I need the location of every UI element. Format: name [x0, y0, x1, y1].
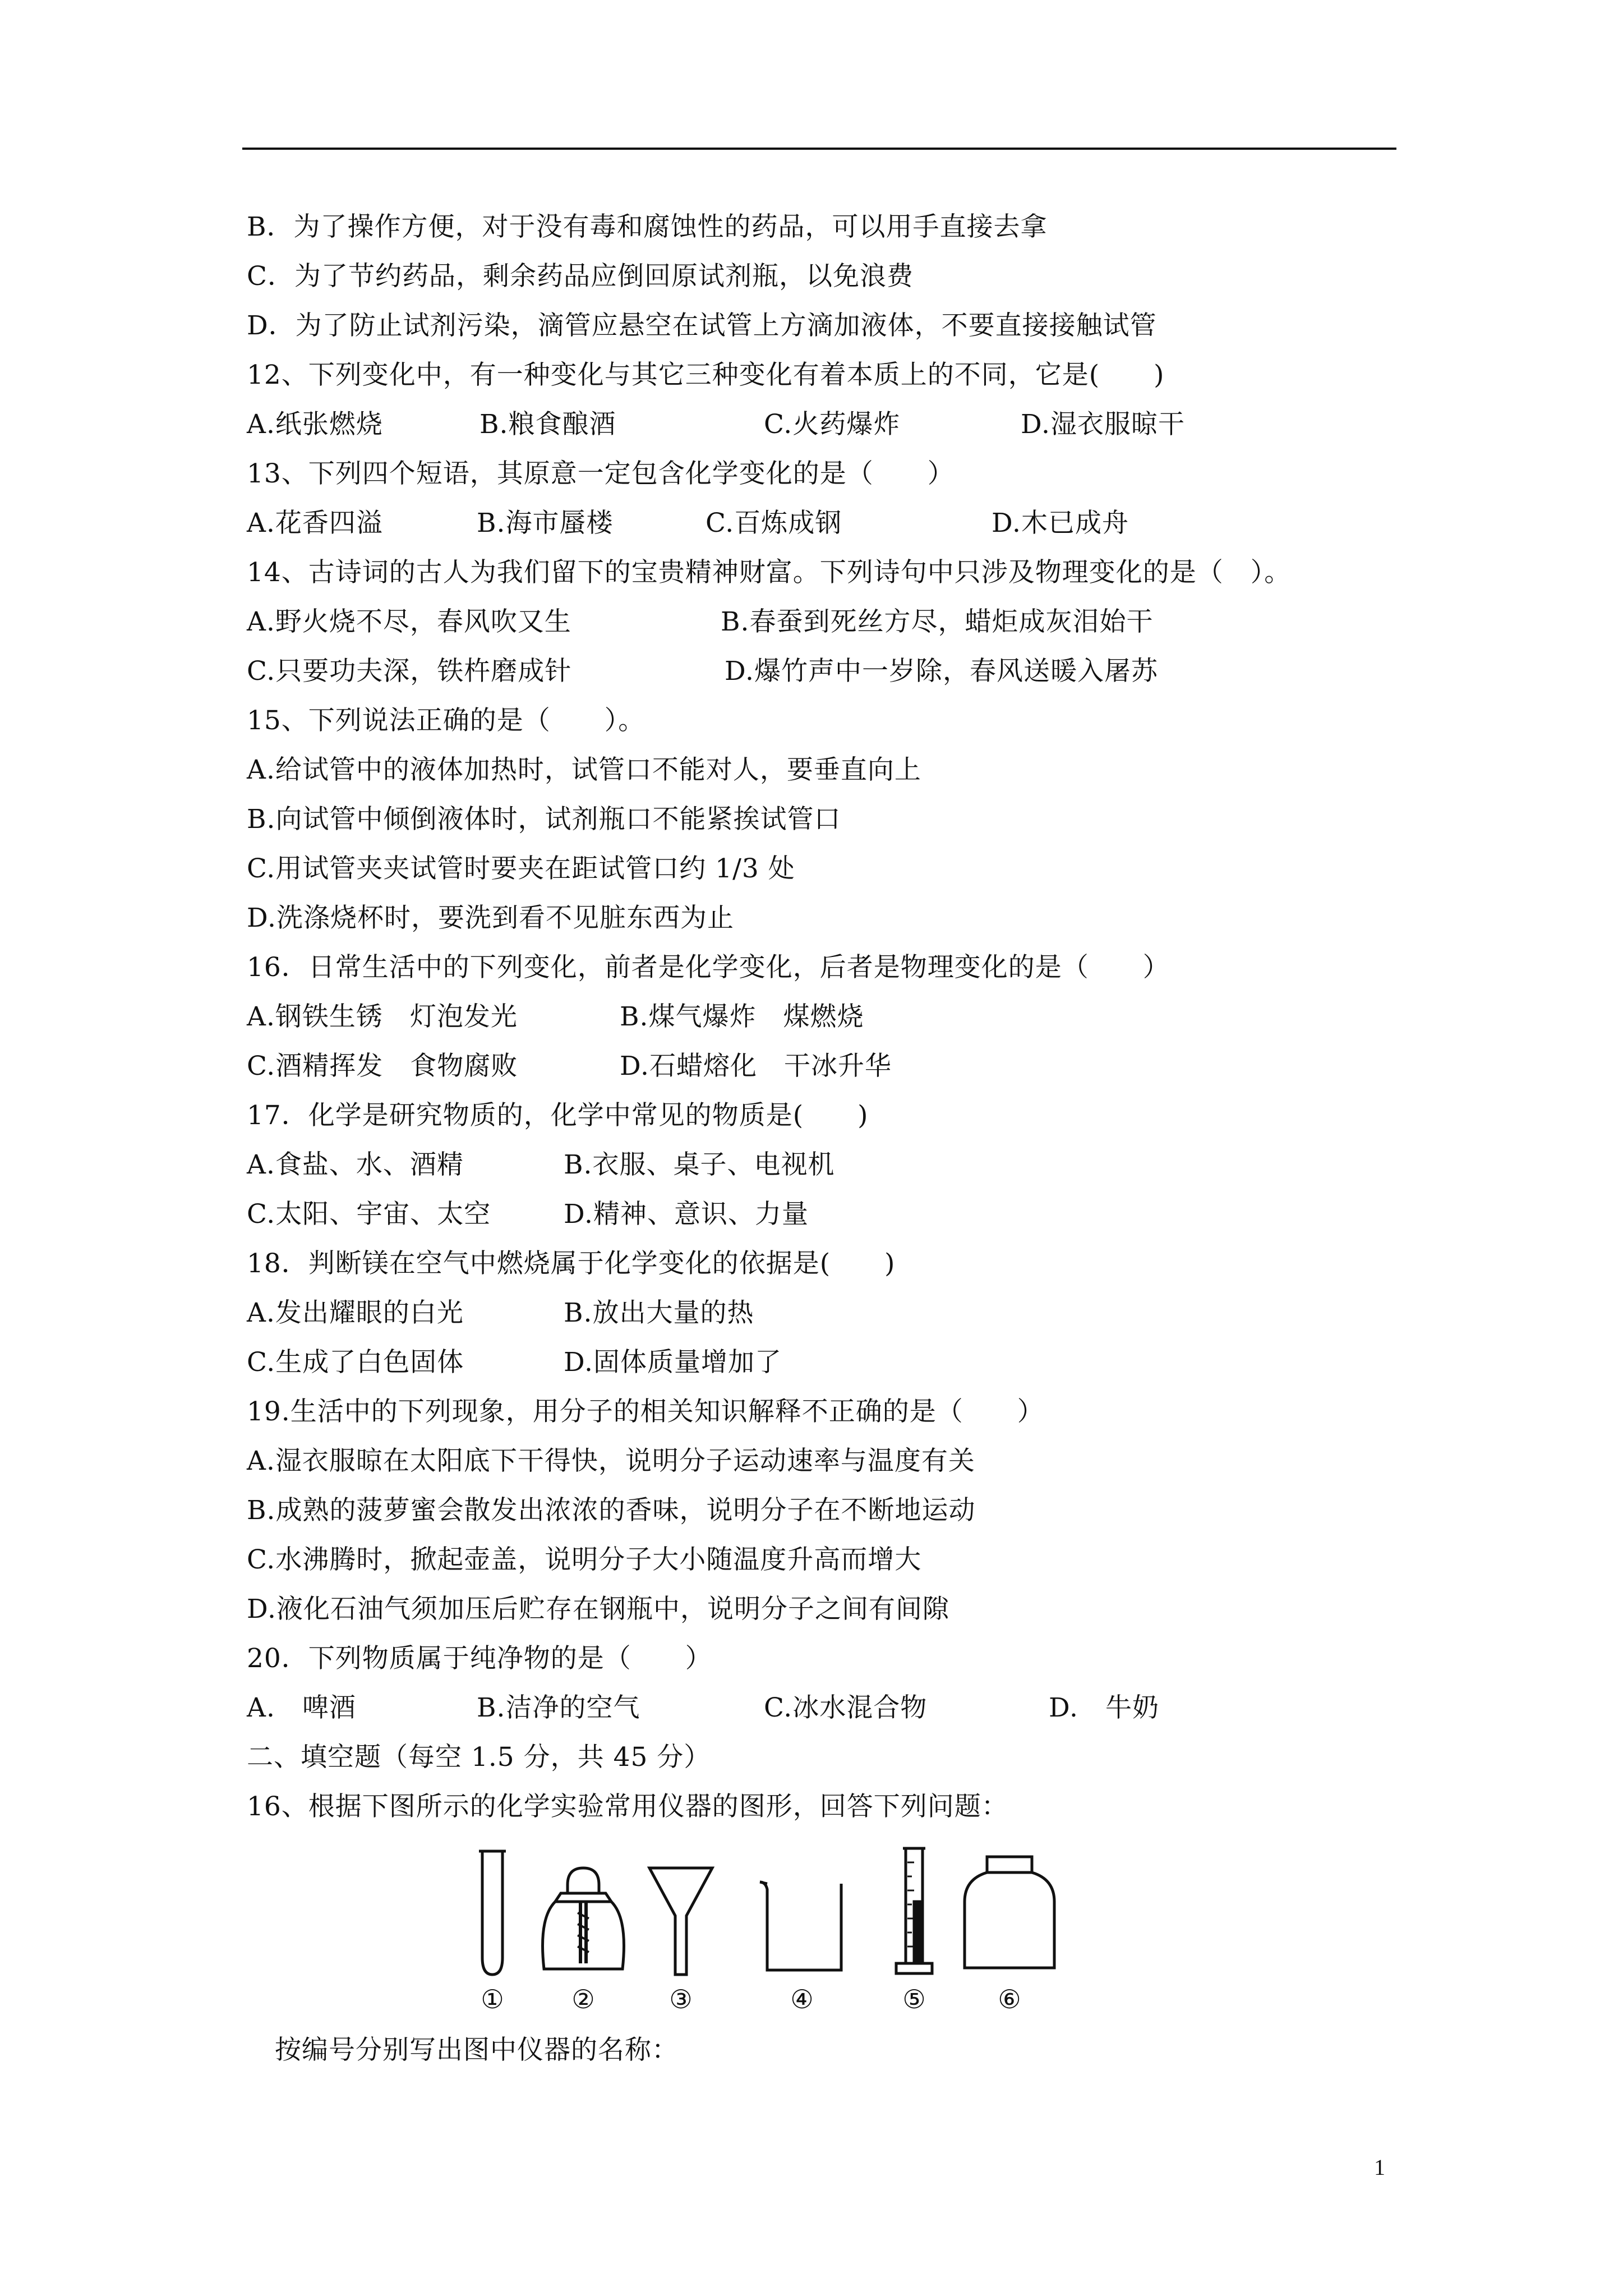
- q19-option-a: A.湿衣服晾在太阳底下干得快，说明分子运动速率与温度有关: [247, 1446, 975, 1476]
- header-rule: [242, 148, 1396, 150]
- q12-option-d: D.湿衣服晾干: [1021, 409, 1185, 440]
- figure-label-5: ⑤: [902, 1984, 926, 2014]
- instrument-names-prompt: 按编号分别写出图中仪器的名称：: [275, 2035, 679, 2065]
- q19-option-d: D.液化石油气须加压后贮存在钢瓶中，说明分子之间有间隙: [247, 1594, 949, 1625]
- q20-option-c: C.冰水混合物: [764, 1692, 928, 1723]
- q13-option-a: A.花香四溢: [247, 508, 383, 539]
- q16-option-a: A.钢铁生锈 灯泡发光: [247, 1001, 518, 1032]
- alcohol-lamp-icon: [543, 1868, 624, 1969]
- q14-option-d: D.爆竹声中一岁除，春风送暖入屠苏: [725, 656, 1158, 687]
- figure-label-1: ①: [481, 1984, 504, 2014]
- q14-option-b: B.春蚕到死丝方尽，蜡炬成灰泪始干: [721, 606, 1154, 637]
- question-16: 16．日常生活中的下列变化，前者是化学变化，后者是物理变化的是（ ）: [247, 952, 1170, 983]
- q16-option-c: C.酒精挥发 食物腐败: [247, 1051, 518, 1082]
- q14-option-a: A.野火烧不尽，春风吹又生: [247, 606, 571, 637]
- page-number: 1: [1374, 2155, 1385, 2180]
- figure-label-6: ⑥: [998, 1984, 1021, 2014]
- q19-option-c: C.水沸腾时，掀起壶盖，说明分子大小随温度升高而增大: [247, 1544, 922, 1575]
- q18-option-b: B.放出大量的热: [564, 1297, 754, 1328]
- option-11d: D．为了防止试剂污染，滴管应悬空在试管上方滴加液体，不要直接接触试管: [247, 310, 1157, 341]
- question-20: 20．下列物质属于纯净物的是（ ）: [247, 1643, 712, 1674]
- q17-option-c: C.太阳、宇宙、太空: [247, 1199, 491, 1230]
- q18-option-a: A.发出耀眼的白光: [247, 1297, 464, 1328]
- q17-option-d: D.精神、意识、力量: [564, 1199, 809, 1230]
- q16-option-b: B.煤气爆炸 煤燃烧: [620, 1001, 864, 1032]
- question-18: 18．判断镁在空气中燃烧属于化学变化的依据是( ): [247, 1248, 896, 1279]
- test-tube-icon: [479, 1851, 506, 1975]
- question-14: 14、古诗词的古人为我们留下的宝贵精神财富。下列诗句中只涉及物理变化的是（ ）。: [247, 557, 1292, 588]
- option-11c: C．为了节约药品，剩余药品应倒回原试剂瓶，以免浪费: [247, 261, 914, 292]
- q15-option-b: B.向试管中倾倒液体时，试剂瓶口不能紧挨试管口: [247, 804, 841, 835]
- section-title-fill-in: 二、填空题（每空 1.5 分，共 45 分）: [247, 1742, 711, 1773]
- q13-option-b: B.海市蜃楼: [477, 508, 614, 539]
- q12-option-c: C.火药爆炸: [764, 409, 901, 440]
- question-12: 12、下列变化中，有一种变化与其它三种变化有着本质上的不同，它是( ): [247, 360, 1165, 390]
- funnel-icon: [649, 1868, 712, 1975]
- question-15: 15、下列说法正确的是（ ）。: [247, 705, 645, 736]
- q16-option-d: D.石蜡熔化 干冰升华: [620, 1051, 892, 1082]
- figure-label-2: ②: [571, 1984, 595, 2014]
- lab-instruments-figure: [471, 1840, 1166, 2019]
- q14-option-c: C.只要功夫深，铁杵磨成针: [247, 656, 572, 687]
- question-13: 13、下列四个短语，其原意一定包含化学变化的是（ ）: [247, 458, 955, 489]
- figure-label-3: ③: [669, 1984, 693, 2014]
- graduated-cylinder-icon: [896, 1848, 932, 1973]
- q15-option-c: C.用试管夹夹试管时要夹在距试管口约 1/3 处: [247, 853, 795, 884]
- question-19: 19.生活中的下列现象，用分子的相关知识解释不正确的是（ ）: [247, 1396, 1044, 1427]
- question-17: 17．化学是研究物质的，化学中常见的物质是( ): [247, 1100, 869, 1131]
- q17-option-b: B.衣服、桌子、电视机: [564, 1149, 835, 1180]
- q15-option-a: A.给试管中的液体加热时，试管口不能对人，要垂直向上: [247, 754, 921, 785]
- option-11b: B．为了操作方便，对于没有毒和腐蚀性的药品，可以用手直接去拿: [247, 211, 1048, 242]
- q13-option-c: C.百炼成钢: [706, 508, 842, 539]
- q15-option-d: D.洗涤烧杯时，要洗到看不见脏东西为止: [247, 903, 734, 933]
- q20-option-d: D. 牛奶: [1049, 1692, 1159, 1723]
- q18-option-d: D.固体质量增加了: [564, 1347, 782, 1378]
- reagent-bottle-icon: [965, 1857, 1054, 1968]
- question-16-fill: 16、根据下图所示的化学实验常用仪器的图形，回答下列问题：: [247, 1791, 1008, 1822]
- beaker-icon: [760, 1882, 841, 1970]
- q20-option-b: B.洁净的空气: [477, 1692, 640, 1723]
- q13-option-d: D.木已成舟: [992, 508, 1129, 539]
- q12-option-a: A.纸张燃烧: [247, 409, 383, 440]
- q17-option-a: A.食盐、水、酒精: [247, 1149, 464, 1180]
- q12-option-b: B.粮食酿酒: [479, 409, 616, 440]
- q19-option-b: B.成熟的菠萝蜜会散发出浓浓的香味，说明分子在不断地运动: [247, 1495, 976, 1526]
- q20-option-a: A. 啤酒: [247, 1692, 356, 1723]
- figure-label-4: ④: [790, 1984, 814, 2014]
- q18-option-c: C.生成了白色固体: [247, 1347, 464, 1378]
